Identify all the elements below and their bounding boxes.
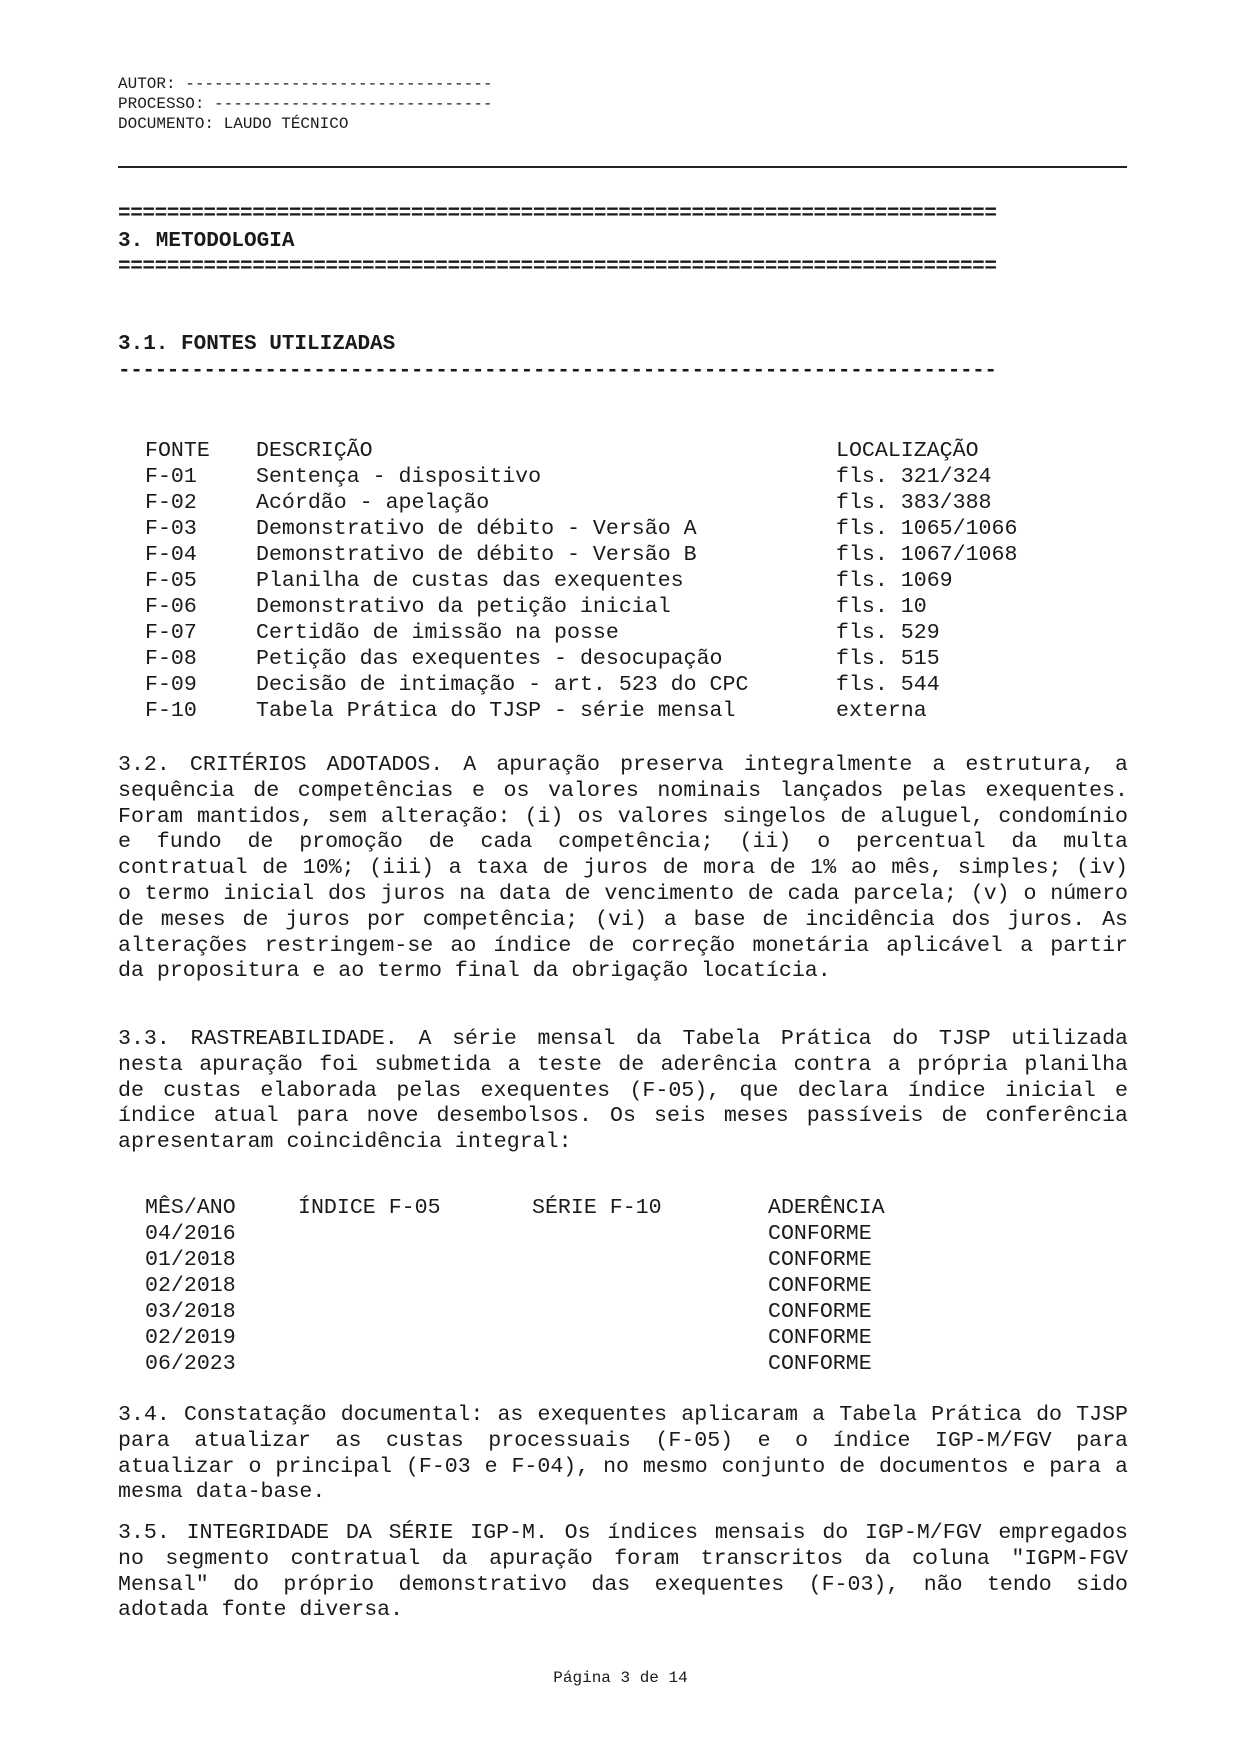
source-description: Certidão de imissão na posse — [256, 621, 619, 645]
source-description: Sentença - dispositivo — [256, 465, 542, 489]
source-description: Petição das exequentes - desocupação — [256, 647, 723, 671]
section-title: 3. METODOLOGIA — [118, 230, 295, 253]
source-location: fls. 515 — [836, 647, 940, 671]
source-id: F-10 — [145, 699, 197, 723]
source-description: Planilha de custas das exequentes — [256, 569, 684, 593]
source-location: fls. 1065/1066 — [836, 517, 1018, 541]
process-line: PROCESSO: ----------------------------- — [118, 95, 493, 113]
month-year: 02/2019 — [145, 1326, 236, 1350]
month-year: 04/2016 — [145, 1222, 236, 1246]
source-id: F-01 — [145, 465, 197, 489]
source-id: F-02 — [145, 491, 197, 515]
col-descricao-header: DESCRIÇÃO — [256, 439, 373, 463]
source-id: F-08 — [145, 647, 197, 671]
source-location: externa — [836, 699, 927, 723]
subsection-title: 3.1. FONTES UTILIZADAS — [118, 333, 396, 356]
col-mes-ano-header: MÊS/ANO — [145, 1196, 236, 1220]
adherence-status: CONFORME — [768, 1274, 872, 1298]
month-year: 02/2018 — [145, 1274, 236, 1298]
source-description: Acórdão - apelação — [256, 491, 490, 515]
adherence-status: CONFORME — [768, 1300, 872, 1324]
source-location: fls. 529 — [836, 621, 940, 645]
col-aderencia-header: ADERÊNCIA — [768, 1196, 885, 1220]
month-year: 01/2018 — [145, 1248, 236, 1272]
col-localizacao-header: LOCALIZAÇÃO — [836, 439, 979, 463]
source-description: Decisão de intimação - art. 523 do CPC — [256, 673, 749, 697]
paragraph-3-5: 3.5. INTEGRIDADE DA SÉRIE IGP-M. Os índices mensais do IGP-M/FGV empregados no segmento contratual da apuração foram transcritos da coluna "IGPM-FGV Mensal" do próprio demonstrativo das exequentes (F-03), não tendo sido adotada fonte diversa. — [118, 1521, 1128, 1623]
source-id: F-05 — [145, 569, 197, 593]
adherence-status: CONFORME — [768, 1222, 872, 1246]
author-line: AUTOR: -------------------------------- — [118, 75, 493, 93]
source-description: Demonstrativo de débito - Versão B — [256, 543, 697, 567]
page-number: Página 3 de 14 — [553, 1669, 688, 1687]
source-location: fls. 321/324 — [836, 465, 992, 489]
section-separator-top: ======================================================================== — [118, 203, 997, 226]
adherence-status: CONFORME — [768, 1352, 872, 1376]
document-line: DOCUMENTO: LAUDO TÉCNICO — [118, 115, 349, 133]
source-id: F-03 — [145, 517, 197, 541]
col-fonte-header: FONTE — [145, 439, 210, 463]
source-location: fls. 383/388 — [836, 491, 992, 515]
month-year: 03/2018 — [145, 1300, 236, 1324]
source-location: fls. 1069 — [836, 569, 953, 593]
source-location: fls. 10 — [836, 595, 927, 619]
subsection-dashes: ------------------------------------------------------------------------ — [118, 360, 997, 383]
source-description: Demonstrativo de débito - Versão A — [256, 517, 697, 541]
header-divider — [118, 166, 1127, 168]
source-description: Tabela Prática do TJSP - série mensal — [256, 699, 736, 723]
source-id: F-07 — [145, 621, 197, 645]
paragraph-3-3: 3.3. RASTREABILIDADE. A série mensal da Tabela Prática do TJSP utilizada nesta apuração foi submetida a teste de aderência contra a própria planilha de custas elaborada pelas exequentes (F-05), que declara índice inicial e índice atual para nove desembolsos. Os seis meses passíveis de conferência apresentaram coincidência integral: — [118, 1027, 1128, 1155]
section-separator-bottom: ======================================================================== — [118, 256, 997, 279]
source-id: F-04 — [145, 543, 197, 567]
source-location: fls. 544 — [836, 673, 940, 697]
paragraph-3-4: 3.4. Constatação documental: as exequentes aplicaram a Tabela Prática do TJSP para atualizar as custas processuais (F-05) e o índice IGP-M/FGV para atualizar o principal (F-03 e F-04), no mesmo conjunto de documentos e para a mesma data-base. — [118, 1403, 1128, 1505]
source-id: F-09 — [145, 673, 197, 697]
source-id: F-06 — [145, 595, 197, 619]
source-location: fls. 1067/1068 — [836, 543, 1018, 567]
month-year: 06/2023 — [145, 1352, 236, 1376]
source-description: Demonstrativo da petição inicial — [256, 595, 671, 619]
adherence-status: CONFORME — [768, 1326, 872, 1350]
paragraph-3-2: 3.2. CRITÉRIOS ADOTADOS. A apuração preserva integralmente a estrutura, a sequência de competências e os valores nominais lançados pelas exequentes. Foram mantidos, sem alteração: (i) os valores singelos de aluguel, condomínio e fundo de promoção de cada competência; (ii) o percentual da multa contratual de 10%; (iii) a taxa de juros de mora de 1% ao mês, simples; (iv) o termo inicial dos juros na data de vencimento de cada parcela; (v) o número de meses de juros por competência; (vi) a base de incidência dos juros. As alterações restringem-se ao índice de correção monetária aplicável a partir da propositura e ao termo final da obrigação locatícia. — [118, 753, 1128, 984]
adherence-status: CONFORME — [768, 1248, 872, 1272]
col-serie-f10-header: SÉRIE F-10 — [532, 1196, 662, 1220]
col-indice-f05-header: ÍNDICE F-05 — [298, 1196, 441, 1220]
